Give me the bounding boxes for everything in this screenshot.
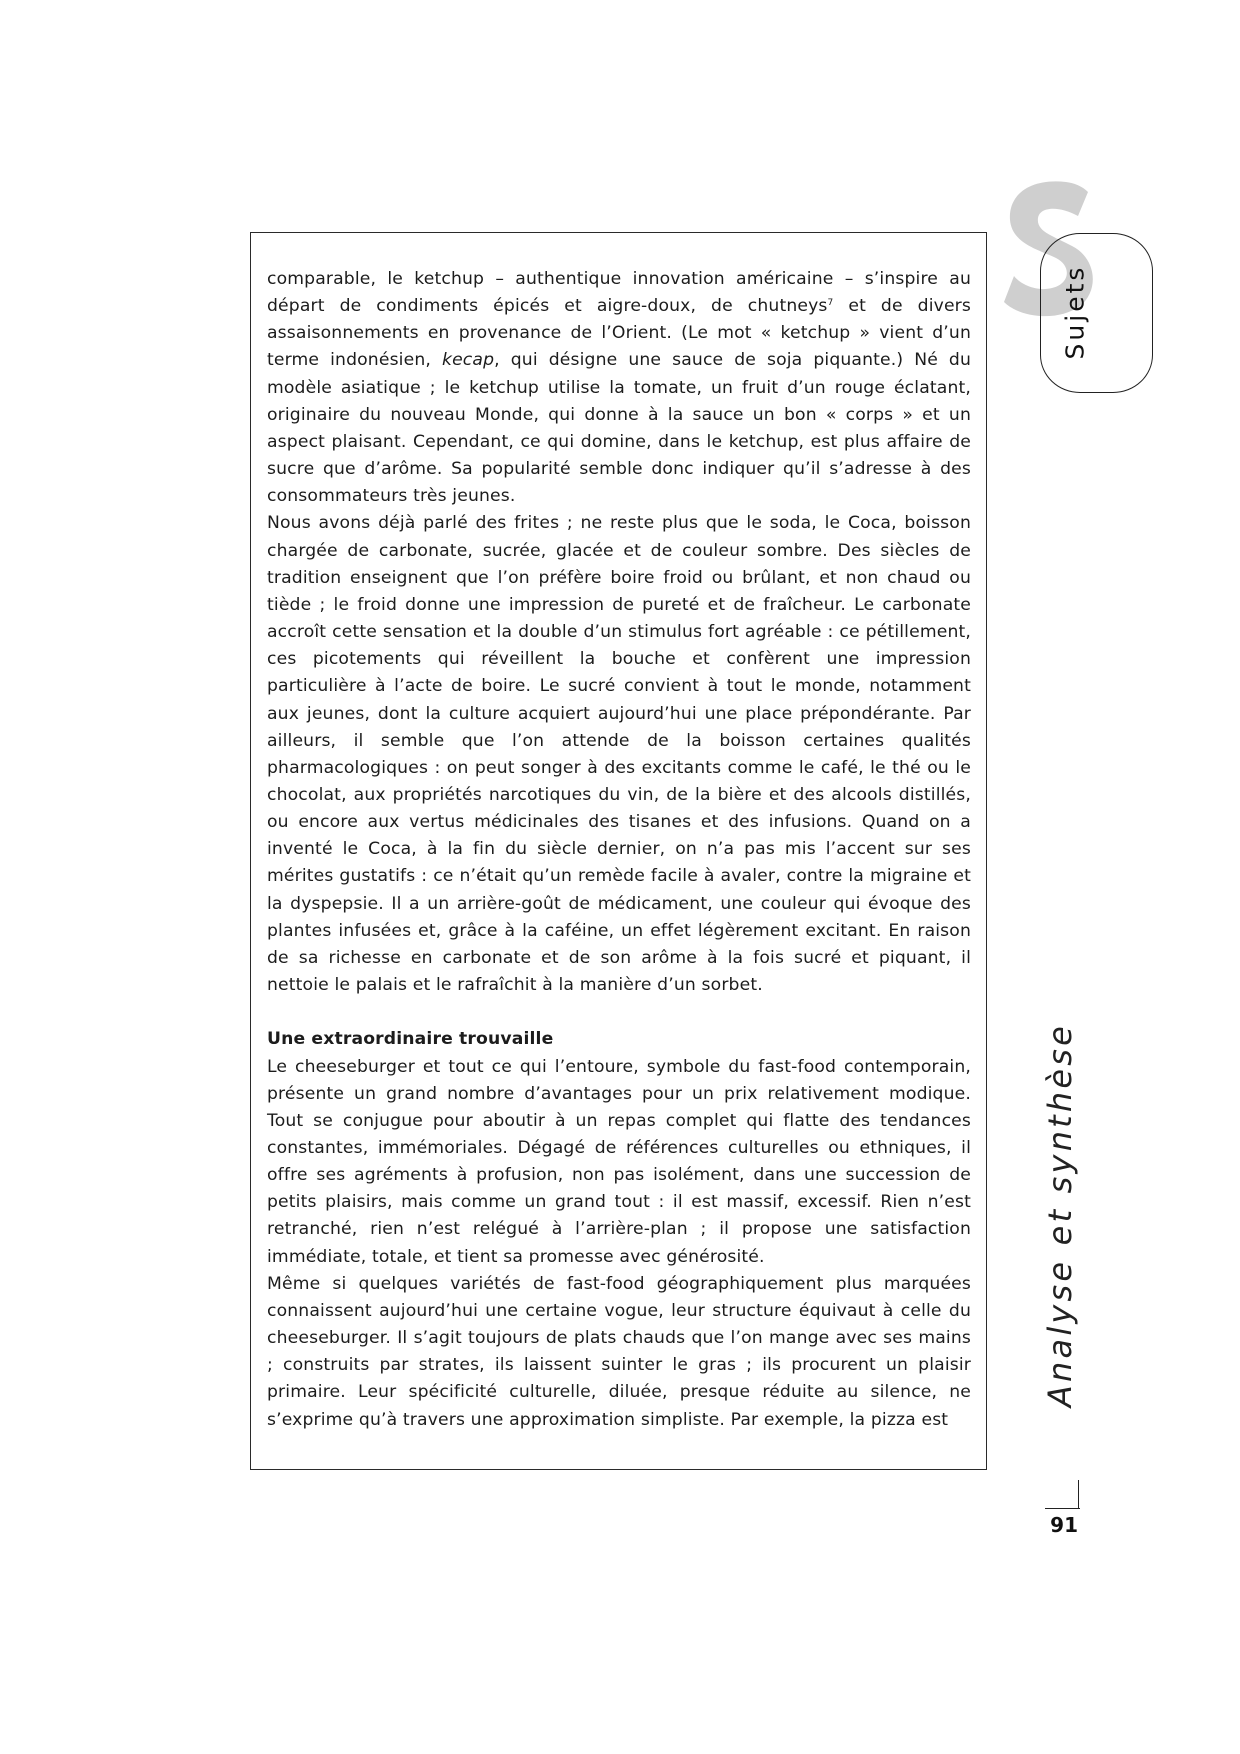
page-number-rule — [1078, 1480, 1079, 1508]
page-number-rule-horizontal — [1045, 1508, 1080, 1509]
paragraph: Nous avons déjà parlé des frites ; ne reste plus que le soda, le Coca, boisson chargée de carbonate, sucrée, glacée et de couleur sombre. Des siècles de tradition enseignent que l’on préfère boire froid ou brûlant, et non chaud ou tiède ; le froid donne une impression de pureté et de fraîcheur. Le carbonate accroît cette sensation et la double d’un stimulus fort agréable : ce pétillement, ces picotements qui réveillent la bouche et confèrent une impression particulière à l’acte de boire. Le sucré convient à tout le monde, notamment aux jeunes, dont la culture acquiert aujourd’hui une place prépondérante. Par ailleurs, il semble que l’on attende de la boisson certaines qualités pharmacologiques : on peut songer à des excitants comme le café, le thé ou le chocolat, aux propriétés narcotiques du vin, de la bière et des alcools distillés, ou encore aux vertus médicinales des tisanes et des infusions. Quand on a inventé le Coca, à la fin du siècle dernier, on n’a pas mis l’accent sur ses mérites gustatifs : ce n’était qu’un remède facile à avaler, contre la migraine et la dyspepsie. Il a un arrière-goût de médicament, une couleur qui évoque des plantes infusées et, grâce à la caféine, un effet légèrement excitant. En raison de sa richesse en carbonate et de son arôme à la fois sucré et piquant, il nettoie le palais et le rafraîchit à la manière d’un sorbet. — [267, 513, 971, 996]
paragraph: Le cheeseburger et tout ce qui l’entoure, symbole du fast-food contemporain, présente un grand nombre d’avantages pour un prix relativement modique. Tout se conjugue pour aboutir à un repas complet qui flatte des tendances constantes, immémoriales. Dégagé de références culturelles ou ethniques, il offre ses agréments à profusion, non pas isolément, dans une succession de petits plaisirs, mais comme un grand tout : il est massif, excessif. Rien n’est retranché, rien n’est relégué à l’arrière-plan ; il propose une satisfaction immédiate, totale, et tient sa promesse avec générosité. — [267, 1056, 971, 1267]
section-label-text: Analyse et synthèse — [1041, 1022, 1079, 1408]
italic-term: kecap — [441, 350, 495, 371]
footnote-ref: 7 — [827, 298, 834, 309]
paragraph: comparable, le ketchup – authentique innovation américaine – s’inspire au départ de condiments épicés et aigre-doux, de chutneys$^7$ et de divers assaisonnements en provenance de l’Orient. (Le mot « ketchup » vient d’un terme indonésien, kecap, qui désigne une sauce de soja piquante.) Né du modèle asiatique ; le ketchup utilise la tomate, un fruit d’un rouge éclatant, originaire du nouveau Monde, qui donne à la sauce un bon « corps » et un aspect plaisant. Cependant, ce qui domine, dans le ketchup, est plus affaire de sucre que d’arôme. Sa popularité semble donc indiquer qu’il s’adresse à des consommateurs très jeunes. — [267, 269, 972, 507]
paragraph: Même si quelques variétés de fast-food géographiquement plus marquées connaissent aujourd’hui une certaine vogue, leur structure équivaut à celle du cheeseburger. Il s’agit toujours de plats chauds que l’on mange avec ses mains ; construits par strates, ils laissent suinter le gras ; ils procurent un plaisir primaire. Leur spécificité culturelle, diluée, presque réduite au silence, ne s’exprime qu’à travers une approximation simpliste. Par exemple, la pizza est — [267, 1273, 971, 1430]
article-body — [267, 266, 971, 1434]
side-tab-label — [1040, 233, 1110, 391]
section-label — [1030, 990, 1090, 1440]
side-tab-text: Sujets — [1060, 264, 1090, 360]
section-heading: Une extraordinaire trouvaille — [267, 1029, 554, 1050]
page-number: 91 — [1050, 1513, 1078, 1537]
